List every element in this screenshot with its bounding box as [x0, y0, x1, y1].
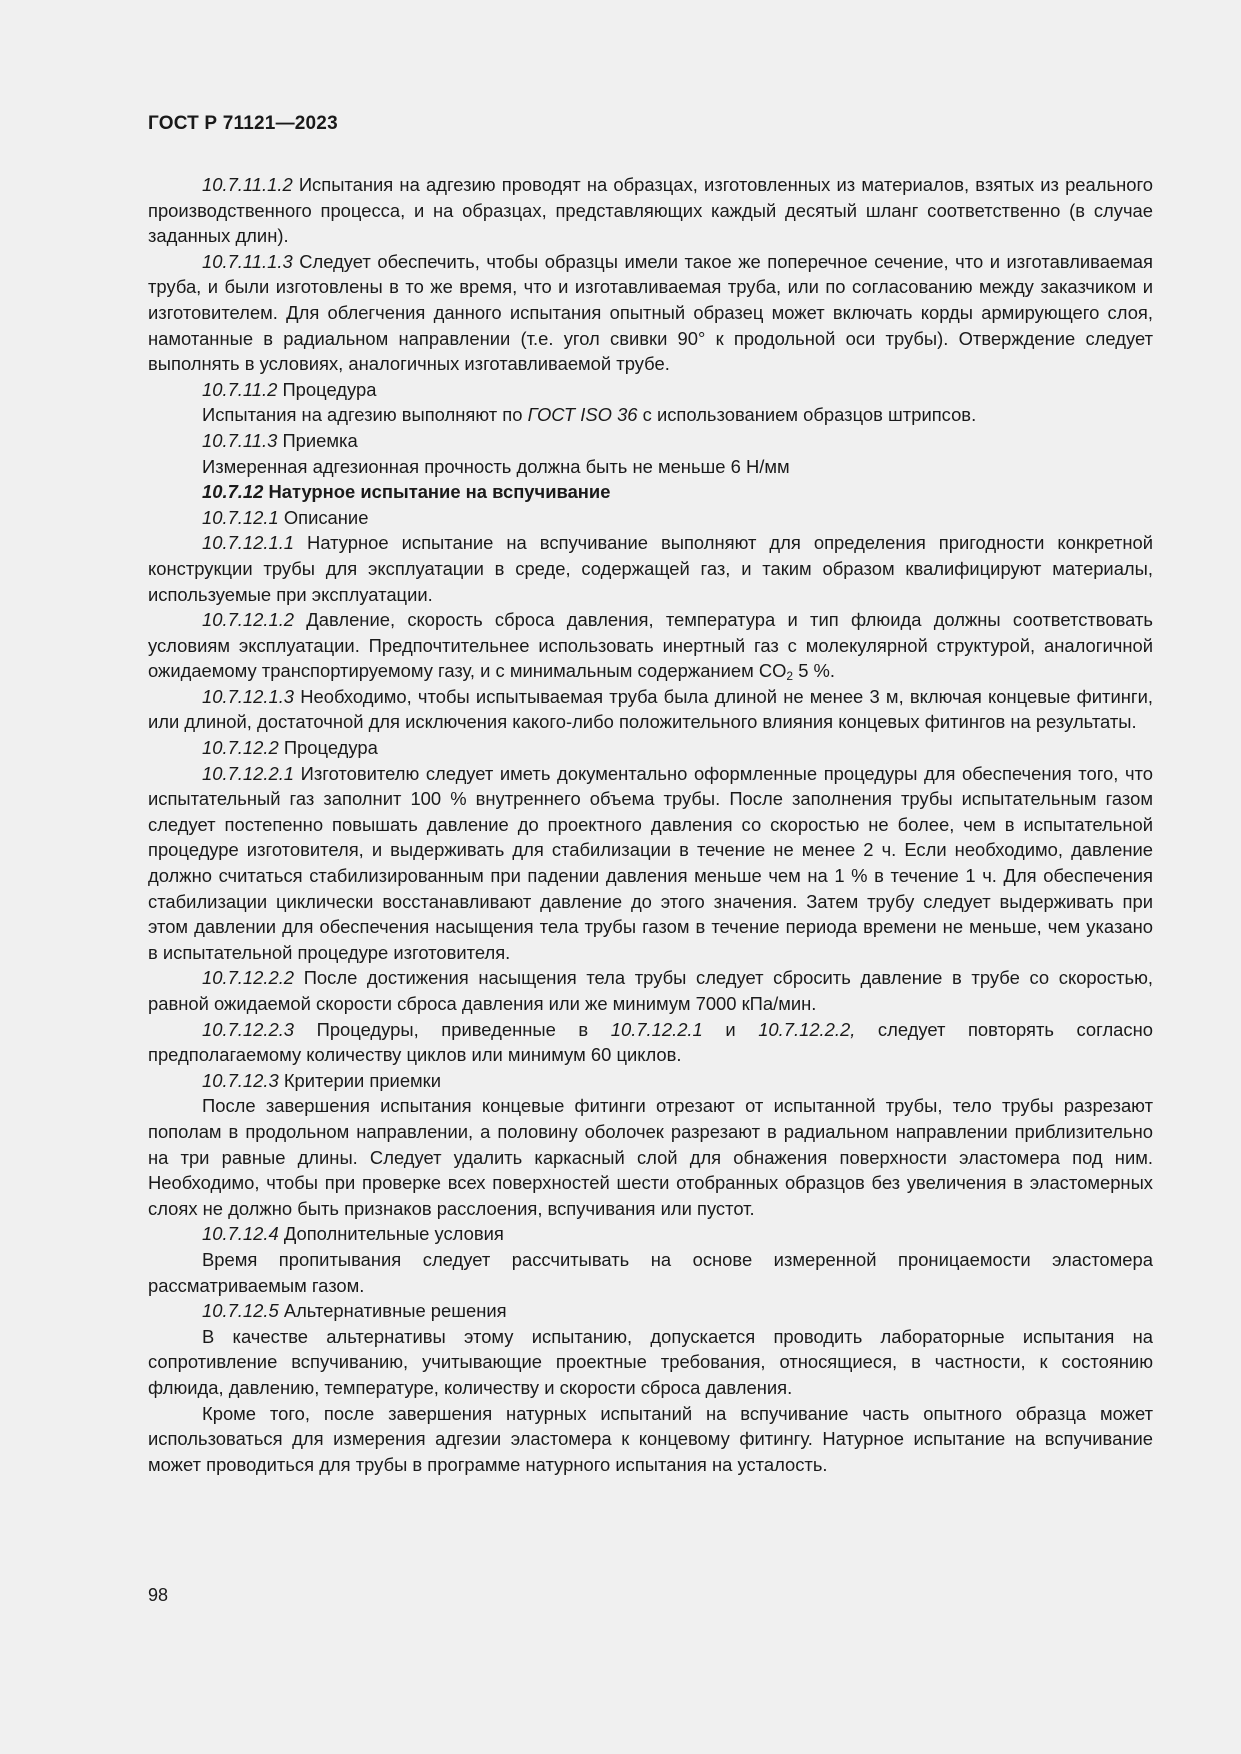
clause-number: 10.7.12.1.2 [202, 609, 295, 631]
clause-number: 10.7.12.2 [202, 737, 279, 759]
clause-reference: 10.7.12.2.2, [758, 1018, 856, 1040]
clause-number: 10.7.11.1.3 [202, 250, 293, 272]
heading-text: Приемка [277, 429, 358, 451]
clause-number: 10.7.12.3 [202, 1069, 279, 1091]
paragraph-text: Давление, скорость сброса давления, температура и тип флюида должны соответствовать условиям эксплуатации. Предпочтительнее использовать инертный газ с молекулярной структурой, аналогичной ожидаемому транспортируемому газу, и с минимальным содержанием CO [148, 609, 1153, 682]
heading-text: Процедура [277, 378, 377, 400]
heading-text: Дополнительные условия [278, 1223, 504, 1245]
paragraph [148, 402, 1153, 428]
paragraph [148, 965, 1153, 1016]
clause-heading [148, 1221, 1153, 1247]
clause-number: 10.7.12.2.2 [202, 967, 295, 989]
paragraph [148, 530, 1153, 607]
paragraph [148, 1401, 1153, 1478]
clause-heading [148, 735, 1153, 761]
paragraph [148, 454, 1153, 480]
paragraph-text: В качестве альтернативы этому испытанию, допускается проводить лабораторные испытания на сопротивление вспучиванию, учитывающие проектные требования, относящиеся, в частности, к состоянию флюида, давлению, температуре, количеству и скорости сброса давления. [148, 1325, 1153, 1398]
paragraph-text: Необходимо, чтобы испытываемая труба была длиной не менее 3 м, включая концевые фитинги, или длиной, достаточной для исключения какого-либо положительного влияния концевых фитингов на результаты. [148, 685, 1153, 733]
page-number: 98 [148, 1585, 169, 1605]
clause-heading [148, 505, 1153, 531]
paragraph [148, 607, 1153, 684]
clause-reference: 10.7.12.2.1 [610, 1018, 703, 1040]
clause-heading [148, 1068, 1153, 1094]
paragraph [148, 249, 1153, 377]
paragraph-text: После достижения насыщения тела трубы следует сбросить давление в трубе со скоростью, равной ожидаемой скорости сброса давления или же минимум 7000 кПа/мин. [148, 967, 1153, 1014]
clause-number: 10.7.12.1.3 [202, 685, 295, 707]
paragraph [148, 761, 1153, 966]
heading-text: Описание [278, 506, 369, 528]
paragraph-text: с использованием образцов штрипсов. [637, 404, 977, 426]
paragraph-text: Измеренная адгезионная прочность должна быть не меньше 6 Н/мм [202, 455, 790, 477]
paragraph [148, 1017, 1153, 1068]
standard-reference: ГОСТ ISO 36 [527, 404, 638, 426]
paragraph-text: Испытания на адгезию выполняют по [202, 404, 528, 426]
paragraph-text: Следует обеспечить, чтобы образцы имели такое же поперечное сечение, что и изготавливаемая труба, и были изготовлены в то же время, что и изготавливаемая труба, или по согласованию между заказчиком и изготовителем. Для облегчения данного испытания опытный образец может включать корды армирующего слоя, намотанные в радиальном направлении (т.е. угол свивки 90° к продольной оси трубы). Отверждение следует выполнять в условиях, аналогичных изготавливаемой трубе. [148, 250, 1153, 375]
heading-text: Критерии приемки [278, 1069, 442, 1091]
paragraph-text: Испытания на адгезию проводят на образцах, изготовленных из материалов, взятых из реального производственного процесса, и на образцах, представляющих каждый десятый шланг соответственно (в случае заданных длин). [148, 174, 1153, 247]
paragraph [148, 172, 1153, 249]
section-heading [148, 479, 1153, 505]
paragraph-text: Изготовителю следует иметь документально оформленные процедуры для обеспечения того, что испытательный газ заполнит 100 % внутреннего объема трубы. После заполнения трубы испытательным газом следует постепенно повышать давление до проектного давления со скоростью не более, чем в испытательной процедуре изготовителя, и выдерживать для стабилизации в течение не менее 2 ч. Если необходимо, давление должно считаться стабилизированным при падении давления меньше чем на 1 % в течение 1 ч. Для обеспечения стабилизации циклически восстанавливают давление до этого значения. Затем трубу следует выдерживать при этом давлении для обеспечения насыщения тела трубы газом в течение периода времени не меньше, чем указано в испытательной процедуре изготовителя. [148, 762, 1153, 963]
document-body [148, 172, 1153, 1477]
heading-text: Альтернативные решения [278, 1300, 507, 1322]
clause-heading [148, 1298, 1153, 1324]
paragraph [148, 1324, 1153, 1401]
paragraph-text: Кроме того, после завершения натурных испытаний на вспучивание часть опытного образца может использоваться для измерения адгезии эластомера к концевому фитингу. Натурное испытание на вспучивание может проводиться для трубы в программе натурного испытания на усталость. [148, 1402, 1153, 1475]
clause-number: 10.7.12 [202, 481, 264, 503]
clause-number: 10.7.11.1.2 [202, 174, 293, 195]
clause-number: 10.7.12.1 [202, 506, 279, 528]
clause-number: 10.7.12.2.1 [202, 762, 295, 784]
clause-number: 10.7.12.1.1 [202, 532, 295, 554]
clause-heading [148, 377, 1153, 403]
clause-number: 10.7.11.3 [202, 429, 278, 451]
paragraph [148, 684, 1153, 735]
paragraph-text: следует повторять согласно предполагаемому количеству циклов или минимум 60 циклов. [148, 1018, 1153, 1066]
paragraph-text: После завершения испытания концевые фитинги отрезают от испытанной трубы, тело трубы разрезают пополам в продольном направлении, а половину оболочек разрезают в радиальном направлении приблизительно на три равные длины. Следует удалить каркасный слой для обнажения поверхности эластомера под ним. Необходимо, чтобы при проверке всех поверхностей шести отобранных образцов без увеличения в эластомерных слоях не должно быть признаков расслоения, вспучивания или пустот. [148, 1095, 1153, 1219]
paragraph-text: Натурное испытание на вспучивание выполняют для определения пригодности конкретной конструкции трубы для эксплуатации в среде, содержащей газ, и таким образом квалифицируют материалы, используемые при эксплуатации. [148, 532, 1153, 605]
clause-number: 10.7.12.5 [202, 1300, 279, 1322]
clause-heading [148, 428, 1153, 454]
paragraph [148, 1093, 1153, 1221]
paragraph-text: и [702, 1018, 759, 1040]
paragraph-text: Процедуры, приведенные в [294, 1018, 611, 1040]
clause-number: 10.7.12.4 [202, 1223, 279, 1245]
document-header: ГОСТ Р 71121—2023 [148, 113, 338, 134]
paragraph [148, 1247, 1153, 1298]
subscript: 2 [786, 669, 794, 684]
heading-text: Натурное испытание на вспучивание [263, 481, 611, 503]
paragraph-text: Время пропитывания следует рассчитывать на основе измеренной проницаемости эластомера рассматриваемым газом. [148, 1248, 1153, 1296]
paragraph-text: 5 %. [793, 660, 836, 682]
clause-number: 10.7.11.2 [202, 378, 278, 400]
heading-text: Процедура [278, 737, 378, 759]
clause-number: 10.7.12.2.3 [202, 1018, 295, 1040]
